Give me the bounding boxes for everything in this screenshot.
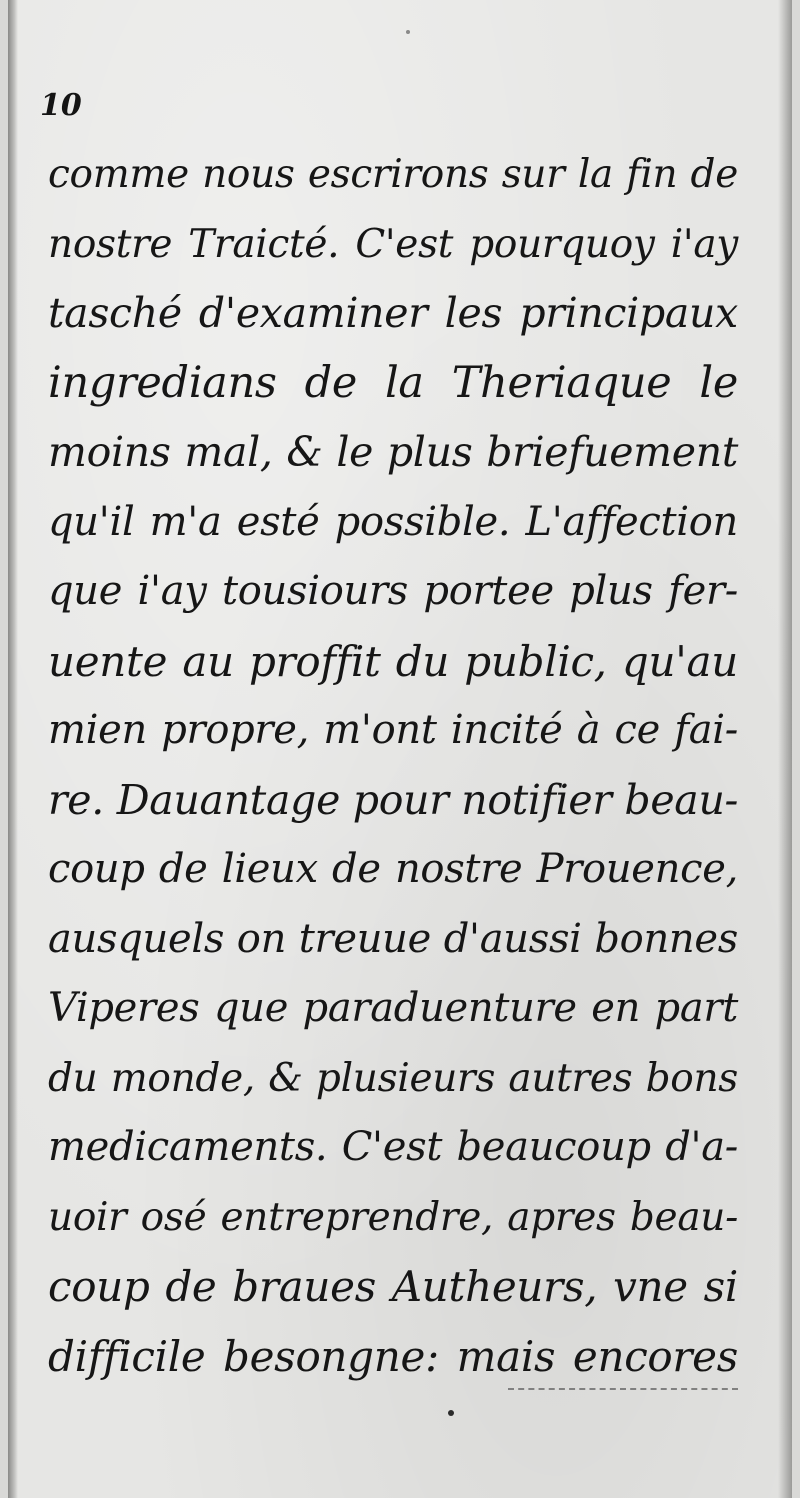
ink-speck <box>448 1410 454 1416</box>
text-line: mien propre, m'ont incité à ce fai- <box>48 707 738 753</box>
text-line: coup de lieux de nostre Prouence, <box>48 846 738 892</box>
text-line: du monde, & plusieurs autres bons <box>48 1055 738 1101</box>
page-number: 10 <box>40 88 82 123</box>
text-line: comme nous escrirons sur la fin de <box>48 152 738 197</box>
text-line: tasché d'examiner les principaux <box>48 289 738 337</box>
text-line: ingredians de la Theriaque le <box>48 357 738 408</box>
text-line: re. Dauantage pour notifier beau- <box>48 775 739 824</box>
ink-speck <box>406 30 410 34</box>
text-line: difficile besongne: mais encores <box>48 1331 738 1381</box>
text-line: nostre Traicté. C'est pourquoy i'ay <box>48 221 738 267</box>
body-text <box>48 140 738 1391</box>
text-line: moins mal, & le plus briefuement <box>48 428 738 476</box>
text-line: que i'ay tousiours portee plus fer- <box>48 568 738 614</box>
text-line: Viperes que paraduenture en part <box>48 985 738 1031</box>
text-line: qu'il m'a esté possible. L'affection <box>48 498 738 545</box>
text-line: medicaments. C'est beaucoup d'a- <box>48 1124 738 1170</box>
page-gutter-shadow <box>8 0 18 1498</box>
text-line: ausquels on treuue d'aussi bonnes <box>48 915 738 962</box>
text-line: coup de braues Autheurs, vne si <box>48 1262 738 1311</box>
page-edge-shadow <box>778 0 792 1498</box>
text-line: uoir osé entreprendre, apres beau- <box>48 1194 738 1240</box>
bleed-through-rule <box>508 1388 738 1392</box>
text-line: uente au proffit du public, qu'au <box>48 636 738 686</box>
book-page <box>8 0 792 1498</box>
